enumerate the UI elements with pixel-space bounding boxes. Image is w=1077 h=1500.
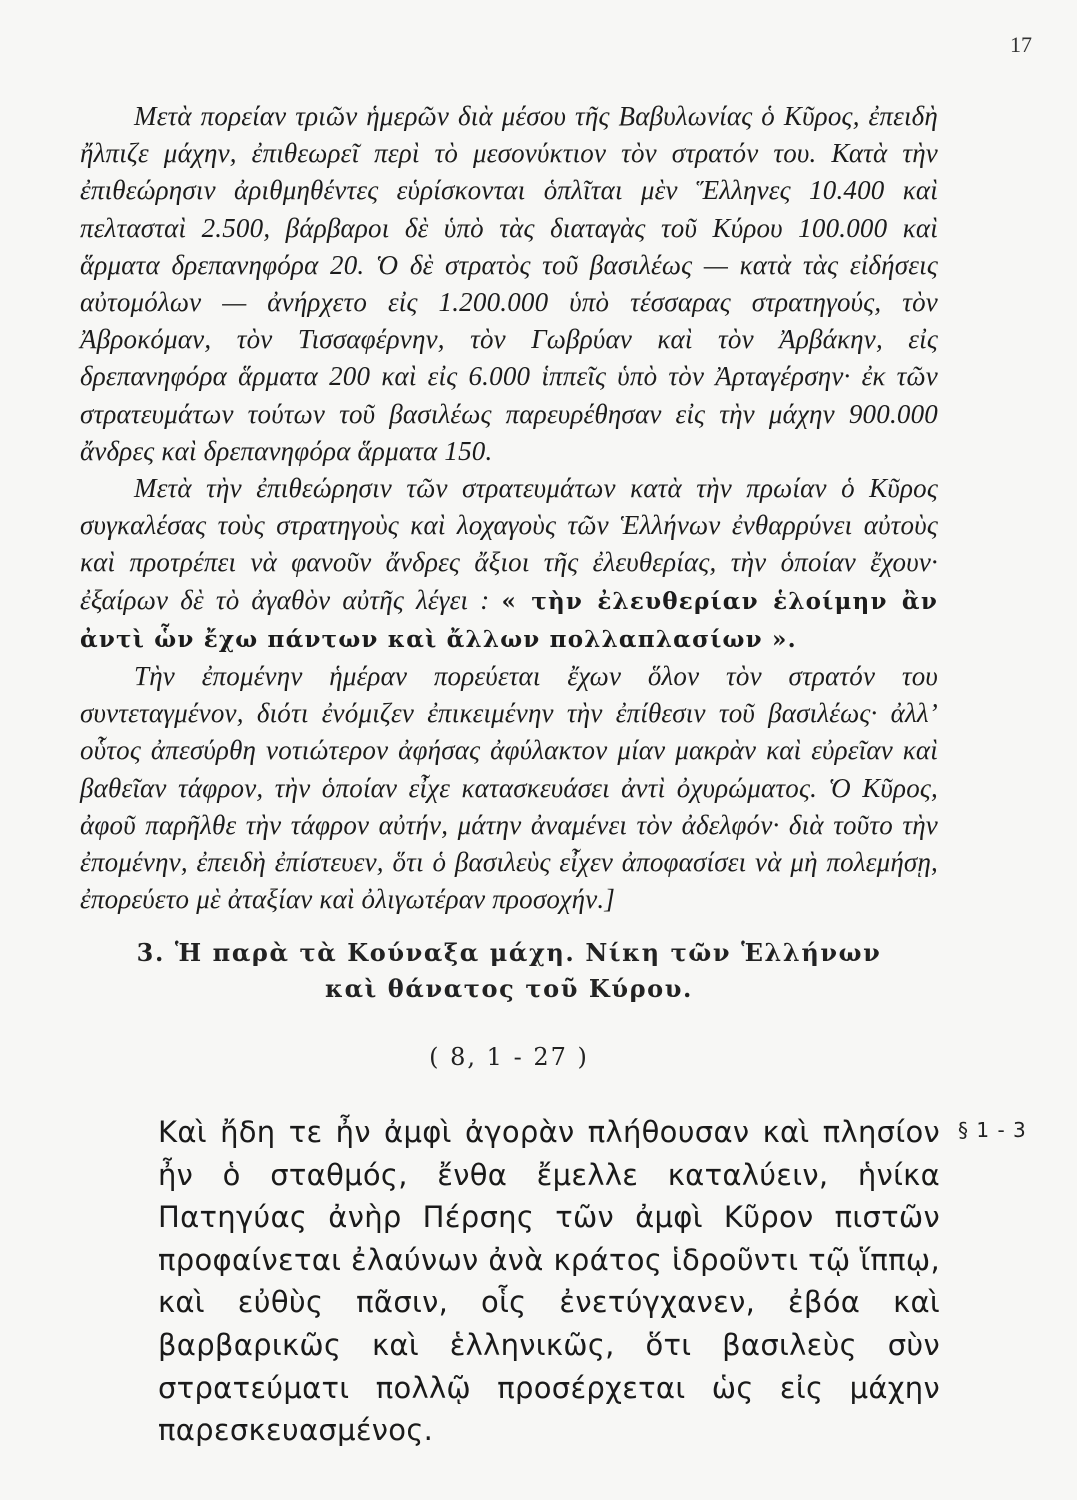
freedom-quote: « τὴν ἐλευθερίαν ἑλοίμην ἂν ἀντὶ ὧν ἔχω πάντων καὶ ἄλλων πολλαπλασίων ». xyxy=(80,587,938,653)
margin-note: § 1 - 3 xyxy=(958,1118,1027,1142)
summary-paragraph-1: Μετὰ πορείαν τριῶν ἡμερῶν διὰ μέσου τῆς Βαβυλωνίας ὁ Κῦρος, ἐπειδὴ ἤλπιζε μάχην, ἐπιθεωρεῖ περὶ τὸ μεσονύκτιον τὸν στρατόν του. Κατὰ τὴν ἐπιθεώρησιν ἀριθμηθέντες εὑρίσκονται ὁπλῖται μὲν Ἕλληνες 10.400 καὶ πελτασταὶ 2.500, βάρβαροι δὲ ὑπὸ τὰς διαταγὰς τοῦ Κύρου 100.000 καὶ ἅρματα δρεπανηφόρα 20. Ὁ δὲ στρατὸς τοῦ βασιλέως — κατὰ τὰς εἰδήσεις αὐτομόλων — ἀνήρχετο εἰς 1.200.000 ὑπὸ τέσσαρας στρατηγούς, τὸν Ἀβροκόμαν, τὸν Τισσαφέρνην, τὸν Γωβρύαν καὶ τὸν Ἀρβάκην, εἰς δρεπανηφόρα ἅρματα 200 καὶ εἰς 6.000 ἱππεῖς ὑπὸ τὸν Ἀρταγέρσην· ἐκ τῶν στρατευμάτων τούτων τοῦ βασιλέως παρευρέθησαν εἰς τὴν μάχην 900.000 ἄνδρες καὶ δρεπανηφόρα ἅρματα 150. xyxy=(80,101,938,466)
greek-paragraph: Καὶ ἤδη τε ἦν ἀμφὶ ἀγορὰν πλήθουσαν καὶ πλησίον ἦν ὁ σταθμός, ἔνθα ἔμελλε καταλύειν, ἡνίκα Πατηγύας ἀνὴρ Πέρσης τῶν ἀμφὶ Κῦρον πιστῶν προφαίνεται ἐλαύνων ἀνὰ κράτος ἱδροῦντι τῷ ἵππῳ, καὶ εὐθὺς πᾶσιν, οἷς ἐνετύγχανεν, ἐβόα καὶ βαρβαρικῶς καὶ ἑλληνικῶς, ὅτι βασιλεὺς σὺν στρατεύματι πολλῷ προσέρχεται ὡς εἰς μάχην παρεσκευασμένος. xyxy=(158,1115,940,1448)
chapter-reference: ( 8, 1 - 27 ) xyxy=(429,1043,589,1071)
summary-block xyxy=(80,98,938,918)
greek-source-text xyxy=(158,1111,940,1452)
section-heading-line-1: 3. Ἡ παρὰ τὰ Κούναξα μάχη. Νίκη τῶν Ἑλλήνων xyxy=(136,938,882,967)
summary-paragraph-3: Τὴν ἐπομένην ἡμέραν πορεύεται ἔχων ὅλον τὸν στρατόν του συντεταγμένον, διότι ἐνόμιζεν ἐπικειμένην τὴν ἐπίθεσιν τοῦ βασιλέως· ἀλλ’ οὗτος ἀπεσύρθη νοτιώτερον ἀφήσας ἀφύλακτον μίαν μακρὰν καὶ εὐρεῖαν καὶ βαθεῖαν τάφρον, τὴν ὁποίαν εἶχε κατασκευάσει ἀντὶ ὀχυρώματος. Ὁ Κῦρος, ἀφοῦ παρῆλθε τὴν τάφρον αὐτήν, μάτην ἀναμένει τὸν ἀδελφόν· διὰ τοῦτο τὴν ἐπομένην, ἐπειδὴ ἐπίστευεν, ὅτι ὁ βασιλεὺς εἶχεν ἀποφασίσει νὰ μὴ πολεμήσῃ, ἐπορεύετο μὲ ἀταξίαν καὶ ὀλιγωτέραν προσοχήν.] xyxy=(80,661,938,915)
summary-paragraph-2 xyxy=(80,470,938,658)
page-number: 17 xyxy=(1010,32,1032,57)
summary-paragraph-2-intro: Μετὰ τὴν ἐπιθεώρησιν τῶν στρατευμάτων κατὰ τὴν πρωίαν ὁ Κῦρος συγκαλέσας τοὺς στρατηγοὺς καὶ λοχαγοὺς τῶν Ἑλλήνων ἐνθαρρύνει αὐτοὺς καὶ προτρέπει νὰ φανοῦν ἄνδρες ἄξιοι τῆς ἐλευθερίας, τὴν ὁποίαν ἔχουν· ἐξαίρων δὲ τὸ ἀγαθὸν αὐτῆς λέγει : xyxy=(80,473,938,615)
section-heading-line-2: καὶ θάνατος τοῦ Κύρου. xyxy=(324,974,693,1003)
